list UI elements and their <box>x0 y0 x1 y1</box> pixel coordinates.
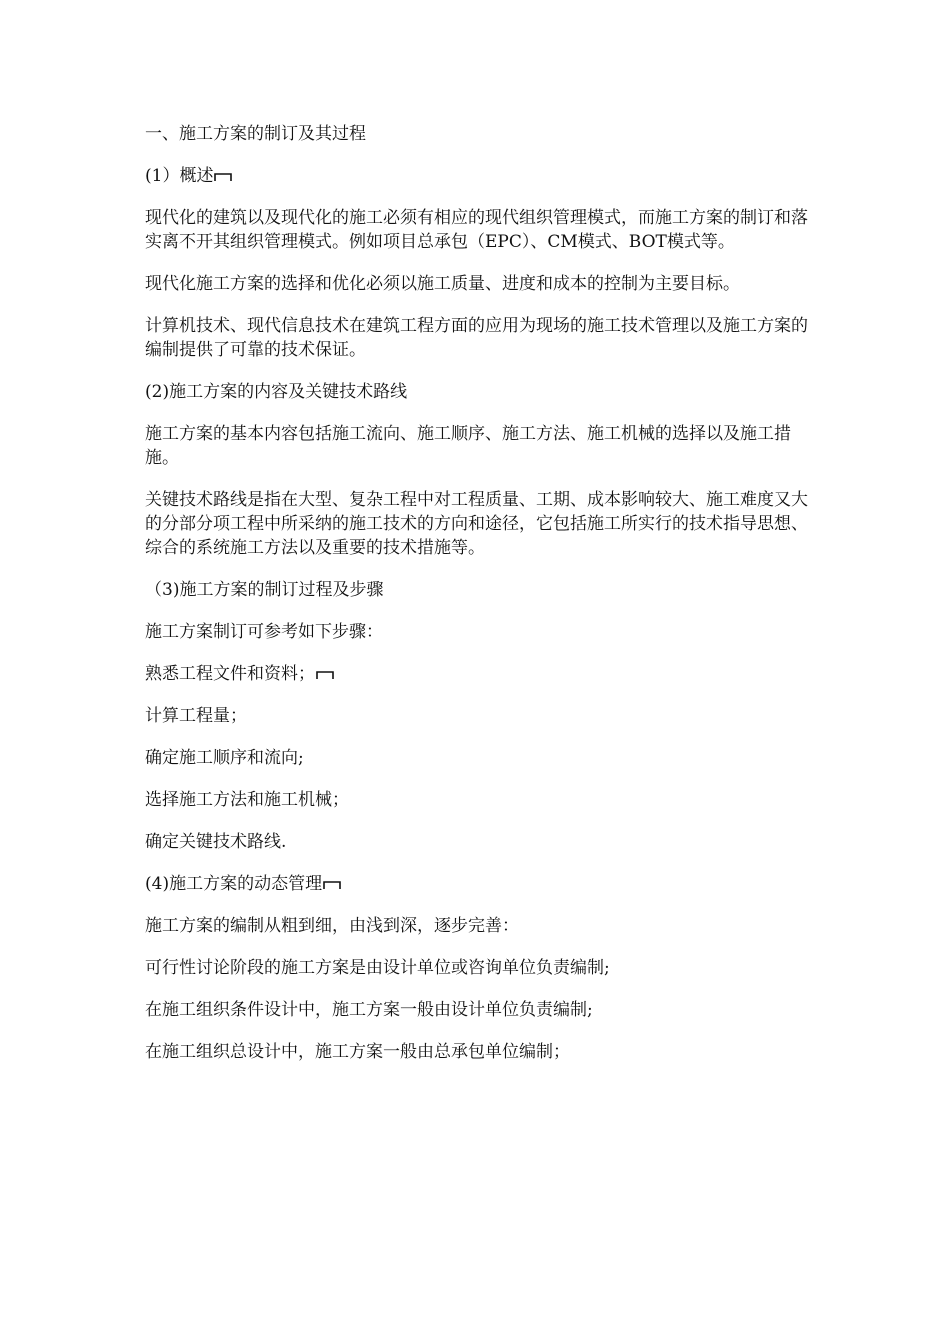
body-paragraph: 关键技术路线是指在大型、复杂工程中对工程质量、工期、成本影响较大、施工难度又大的分部分项工程中所采纳的施工技术的方向和途径，它包括施工所实行的技术指导思想、综合的系统施工方法以及重要的技术措施等。 <box>145 490 808 558</box>
paragraph-text: 熟悉工程文件和资料； <box>145 664 315 684</box>
return-mark-icon <box>316 670 334 680</box>
return-mark-icon <box>214 172 232 182</box>
body-paragraph: 施工方案制订可参考如下步骤： <box>145 622 383 642</box>
list-item: 确定施工顺序和流向; <box>145 748 304 768</box>
body-paragraph: 施工方案的基本内容包括施工流向、施工顺序、施工方法、施工机械的选择以及施工措施。 <box>145 424 791 468</box>
body-paragraph: 计算机技术、现代信息技术在建筑工程方面的应用为现场的施工技术管理以及施工方案的编制提供了可靠的技术保证。 <box>145 316 808 360</box>
subsection-heading: (2)施工方案的内容及关键技术路线 <box>145 382 408 402</box>
subsection-heading <box>145 164 815 188</box>
list-item: 确定关键技术路线. <box>145 832 287 852</box>
subsection-heading: （3)施工方案的制订过程及步骤 <box>145 580 384 600</box>
list-item: 在施工组织条件设计中，施工方案一般由设计单位负责编制; <box>145 1000 593 1020</box>
list-item: 可行性讨论阶段的施工方案是由设计单位或咨询单位负责编制; <box>145 958 610 978</box>
list-item: 在施工组织总设计中，施工方案一般由总承包单位编制； <box>145 1042 570 1062</box>
paragraph-text: (4)施工方案的动态管理 <box>145 874 323 894</box>
subsection-heading <box>145 872 815 896</box>
body-paragraph: 现代化施工方案的选择和优化必须以施工质量、进度和成本的控制为主要目标。 <box>145 274 740 294</box>
body-paragraph: 施工方案的编制从粗到细，由浅到深，逐步完善： <box>145 916 519 936</box>
body-paragraph: 现代化的建筑以及现代化的施工必须有相应的现代组织管理模式，而施工方案的制订和落实离不开其组织管理模式。例如项目总承包（EPC）、CM模式、BOT模式等。 <box>145 208 808 252</box>
list-item: 选择施工方法和施工机械； <box>145 790 349 810</box>
list-item <box>145 662 815 686</box>
paragraph-text: (1）概述 <box>145 166 214 186</box>
document-body <box>145 122 815 1082</box>
list-item: 计算工程量； <box>145 706 247 726</box>
return-mark-icon <box>323 880 341 890</box>
section-heading: 一、施工方案的制订及其过程 <box>145 124 366 144</box>
